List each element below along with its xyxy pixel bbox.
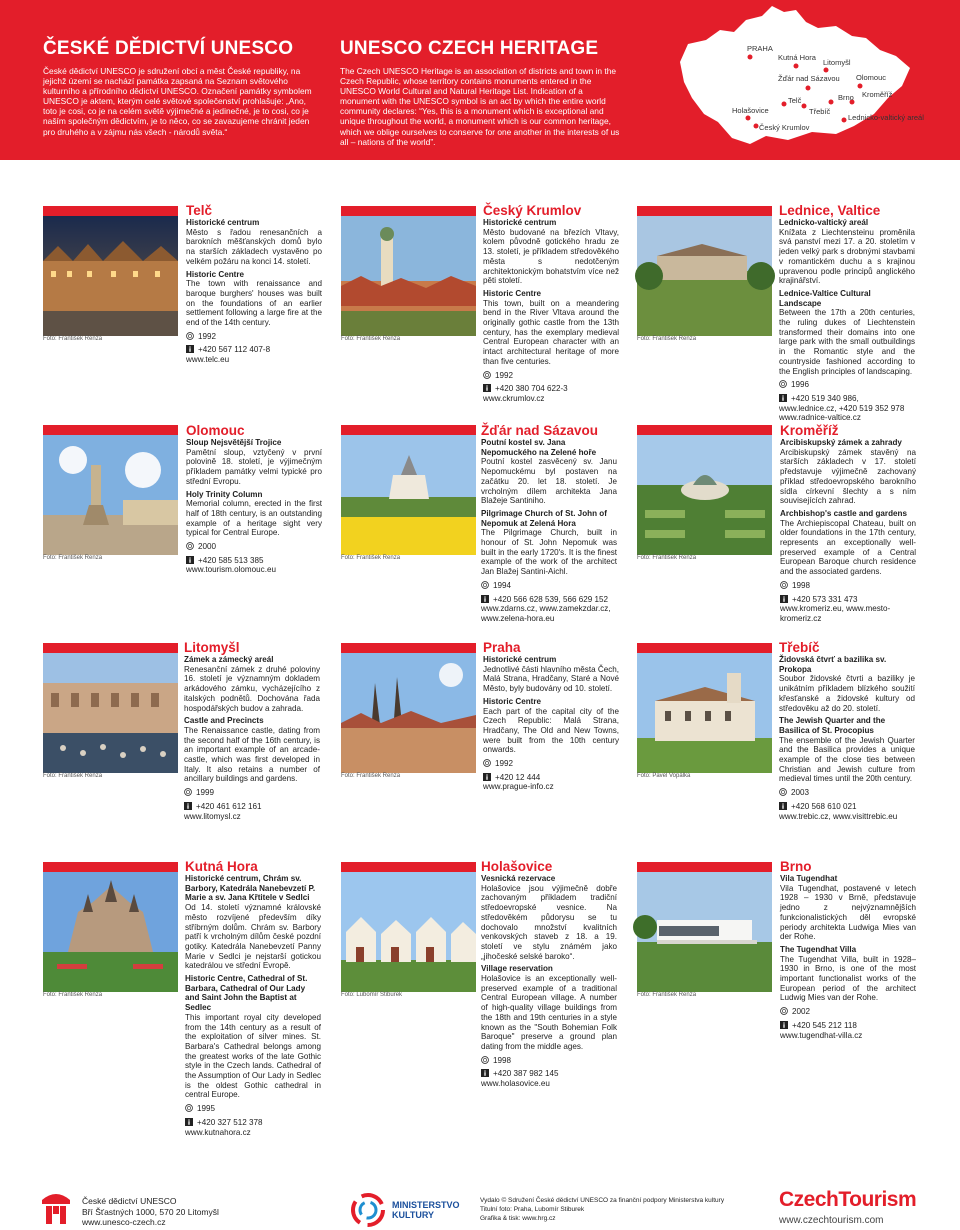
- header-en-column: [340, 38, 620, 147]
- site-cesky-krumlov: [483, 204, 619, 404]
- site-subtitle-en: The Tugendhat Villa: [780, 944, 857, 954]
- photo-kromeriz: [637, 435, 772, 555]
- header-cz-text: České dědictví UNESCO je sdružení obcí a měst České republiky, na jejichž území se nachází památka zapsaná na Seznam světového kulturního a přírodního dědictví UNESCO. Označení památky symbolem UNESCO je aktem, kterým celé světové společenství prohlašuje: „Ano, toto je cosi, co je na celém světě výjimečné a jedinečné, je to cosi, co je naším společným dědictvím, je to něco, co se zavazujeme chránit jeden pro druhého a v zájmu nás všech - národů světa.“: [43, 66, 312, 137]
- photo-credit: Foto: František Renza: [43, 992, 103, 998]
- info-icon: [481, 1069, 489, 1077]
- site-year: [483, 371, 619, 381]
- site-year-value: 1994: [493, 580, 512, 590]
- site-text-cz: Vila Tugendhat, postavené v letech 1928 – 1930 v Brně, představuje jedno z nejvýznamnějších funkcionalistických děl evropské periody architekta Ludwiga Mies van der Rohe.: [780, 883, 916, 942]
- site-subtitle-en: Archbishop's castle and gardens: [780, 508, 907, 518]
- site-subtitle-en: Lednice-Valtice Cultural Landscape: [779, 288, 871, 308]
- site-year: [184, 788, 320, 798]
- site-zdar-nad-sazavou: [481, 424, 617, 624]
- site-title: Český Krumlov: [483, 203, 582, 218]
- unesco-icon: [186, 332, 194, 340]
- site-text-en: Each part of the capital city of the Czech Republic: Malá Strana, Hradčany, The Old and New Towns, were built from the 10th century onwards.: [483, 706, 619, 755]
- ministry-line2: KULTURY: [392, 1210, 434, 1220]
- photo-litomysl: [43, 653, 178, 773]
- info-icon: [779, 802, 787, 810]
- site-title: Kutná Hora: [185, 859, 258, 874]
- site-title: Praha: [483, 640, 521, 655]
- photo-zdar: [341, 435, 476, 555]
- photo-credit: Foto: František Renza: [637, 336, 697, 342]
- photo-credit: Foto: František Renza: [637, 555, 697, 561]
- site-text-cz: Město s řadou renesančních a barokních měšťanských domů bylo na starších základech vystavěno po velkém požáru na konci 14. století.: [186, 227, 322, 266]
- org-contact: [82, 1196, 219, 1228]
- site-contact: [780, 595, 916, 605]
- site-phone: +420 380 704 622-3: [495, 384, 568, 394]
- photo-band: [341, 643, 476, 653]
- photo-credit: Foto: Lubomír Stiburek: [341, 992, 403, 998]
- unesco-heritage-logo: [40, 1190, 72, 1224]
- site-web[interactable]: www.ckrumlov.cz: [483, 393, 545, 403]
- title-photo-credit: Titulní foto: Praha, Lubomír Stiburek: [480, 1206, 585, 1213]
- unesco-icon: [184, 788, 192, 796]
- unesco-icon: [483, 371, 491, 379]
- site-holasovice: [481, 860, 617, 1089]
- graphics-credit: Grafika & tisk: www.hrg.cz: [480, 1215, 556, 1222]
- site-year-value: 1992: [495, 759, 514, 769]
- site-phone: +420 568 610 021: [791, 801, 857, 811]
- site-subtitle-en: The Jewish Quarter and the Basilica of St. Procopius: [779, 716, 886, 735]
- photo-band: [637, 206, 772, 216]
- photo-band: [637, 425, 772, 435]
- unesco-icon: [779, 380, 787, 388]
- map-city: PRAHA: [747, 44, 773, 53]
- site-subtitle-cz: Arcibiskupský zámek a zahrady: [780, 438, 902, 447]
- site-web[interactable]: www.prague-info.cz: [483, 782, 554, 792]
- site-web[interactable]: www.holasovice.eu: [481, 1079, 550, 1089]
- site-title: Třebíč: [779, 640, 820, 655]
- site-year: [780, 581, 916, 591]
- site-subtitle-en: Holy Trinity Column: [186, 489, 263, 499]
- site-brno: [780, 860, 916, 1040]
- site-text-en: The Pilgrimage Church, built in honour of St. John Nepomuk was built in the early 1720's. It is the finest example of the work of the architect Jan Blažej Santini-Aichl.: [481, 528, 617, 577]
- photo-trebic: [637, 653, 772, 773]
- site-year: [481, 581, 617, 591]
- info-icon: [483, 384, 491, 392]
- site-text-en: The Archiepiscopal Chateau, built on older foundations in the 17th century, represents an exceptionally well-preserved example of a Central European Baroque church residence and the associated gardens.: [780, 518, 916, 577]
- site-year: [779, 788, 915, 798]
- site-year: [185, 1104, 321, 1114]
- header-cz-column: [43, 38, 321, 137]
- site-title: Litomyšl: [184, 640, 240, 655]
- site-contact: [186, 556, 322, 566]
- photo-credit: Foto: František Renza: [341, 555, 401, 561]
- photo-band: [637, 643, 772, 653]
- site-text-cz: Renesanční zámek z druhé poloviny 16. století je významným dokladem arkádového zámku, vycházejícího z italských podnětů. Dochována řada hospodářských budov a zahrada.: [184, 664, 320, 713]
- map-city: Brno: [838, 93, 854, 102]
- site-text-en: This important royal city developed from the 14th century as a result of the exploitation of silver mines. St. Barbara's Cathedral belongs among the greatest works of the late Gothic style in the Czech lands. Cathedral of the Assumption of Our Lady in Sedlec is the oldest Gothic cathedral in central Europe.: [185, 1012, 321, 1100]
- map-city: Český Krumlov: [759, 123, 810, 132]
- site-text-en: The Renaissance castle, dating from the second half of the 16th century, is an important example of an arcade-castle, which was first developed in Italy. It also retains a number of ancillary buildings and gardens.: [184, 725, 320, 784]
- site-subtitle-en: Village reservation: [481, 964, 553, 974]
- header-en-text: The Czech UNESCO Heritage is an association of districts and town in the Czech Republic, whose territory contains monuments entered in the UNESCO World Cultural and Natural Heritage List. Indication of a monument with the UNESCO symbol is an act by which the entire world community declares: “Yes, this is a monument which is exceptional and unique throughout the world, a monument which is our common heritage, which we oblige ourselves to conserve for one another in the interests of us all – nations of the world”.: [340, 66, 620, 147]
- info-icon: [779, 394, 787, 402]
- site-text-cz: Poutní kostel zasvěcený sv. Janu Nepomuckému byl postaven na začátku 20. let 18. století. Je vrcholným dílem architekta Jana Blažeje Santiniho.: [481, 457, 617, 506]
- photo-band: [637, 862, 772, 872]
- map-city: Telč: [788, 96, 802, 105]
- site-contact: [186, 345, 322, 355]
- site-contact: [483, 384, 619, 394]
- info-icon: [780, 595, 788, 603]
- site-kutna-hora: [185, 860, 321, 1137]
- photo-credit: Foto: František Renza: [341, 336, 401, 342]
- site-web[interactable]: www.telc.eu: [186, 355, 230, 365]
- site-text-en: The Tugendhat Villa, built in 1928–1930 in Brno, is one of the most important functionalist works of the European period of the architect Ludwig Mies van der Rohe.: [780, 954, 916, 1003]
- photo-credit: Foto: František Renza: [637, 992, 697, 998]
- site-subtitle-cz: Historické centrum: [186, 218, 260, 227]
- site-text-cz: Pamětní sloup, vztyčený v první polovině 18. století, je výjimečným příkladem památky velmi typické pro střední Evropu.: [186, 447, 322, 486]
- site-year-value: 1996: [791, 380, 810, 390]
- site-telc: [186, 204, 322, 365]
- site-contact: [481, 595, 617, 605]
- header-cz-title: ČESKÉ DĚDICTVÍ UNESCO: [43, 38, 294, 59]
- map-city: Litomyšl: [823, 58, 851, 67]
- site-text-en: Between the 17th a 20th centuries, the ruling dukes of Liechtenstein transformed their domains into one large park with the small outbuildings in the Romantic style and the countryside fashioned according to the English principles of landscaping.: [779, 308, 915, 376]
- unesco-icon: [481, 1056, 489, 1064]
- photo-cesky-krumlov: [341, 216, 476, 336]
- header-en-title: UNESCO CZECH HERITAGE: [340, 38, 599, 59]
- org-web[interactable]: www.unesco-czech.cz: [82, 1217, 166, 1227]
- site-year-value: 1998: [792, 580, 811, 590]
- unesco-icon: [483, 759, 491, 767]
- site-subtitle-en: Historic Centre: [483, 696, 542, 706]
- map-city: Třebíč: [809, 107, 831, 116]
- org-address: Bří Šťastných 1000, 570 20 Litomyšl: [82, 1206, 219, 1217]
- site-year: [481, 1056, 617, 1066]
- unesco-icon: [481, 581, 489, 589]
- site-year: [780, 1007, 916, 1017]
- info-icon: [184, 802, 192, 810]
- site-text-cz: Soubor židovské čtvrti a baziliky je unikátním příkladem blízkého soužití křesťanské a židovské kultury od středověku až do 20. století.: [779, 674, 915, 713]
- site-year-value: 1995: [197, 1104, 216, 1114]
- unesco-icon: [779, 788, 787, 796]
- site-litomysl: [184, 641, 320, 821]
- site-phone: +420 566 628 539, 566 629 152: [493, 594, 608, 604]
- unesco-icon: [185, 1104, 193, 1112]
- site-subtitle-cz: Historické centrum, Chrám sv. Barbory, Katedrála Nanebevzetí P. Marie a sv. Jana Křtitele v Sedlci: [185, 874, 316, 903]
- photo-band: [43, 206, 178, 216]
- footer: [0, 1186, 960, 1230]
- site-text-en: The ensemble of the Jewish Quarter and the Basilica provides a unique example of the close ties between Christian and Jewish culture from medieval times until the 20th century.: [779, 735, 915, 784]
- site-web[interactable]: www.radnice-valtice.cz: [779, 413, 861, 423]
- site-subtitle-cz: Vesnická rezervace: [481, 874, 556, 883]
- site-year-value: 2002: [792, 1007, 811, 1017]
- site-contact: [481, 1069, 617, 1079]
- photo-brno: [637, 872, 772, 992]
- site-year-value: 2000: [198, 542, 217, 552]
- info-icon: [483, 773, 491, 781]
- site-year: [483, 759, 619, 769]
- info-icon: [780, 1021, 788, 1029]
- site-year-value: 1992: [495, 370, 514, 380]
- info-icon: [481, 595, 489, 603]
- site-subtitle-en: Historic Centre: [186, 269, 245, 279]
- site-web[interactable]: www.kutnahora.cz: [185, 1127, 251, 1137]
- site-web[interactable]: www.tourism.olomouc.eu: [186, 565, 276, 575]
- site-text-cz: Od 14. století významné královské město rozvíjené především díky stříbrným dolům. Chrám sv. Barbory patří k vrcholným dílům české pozdní gotiky. Katedrála Nanebevzetí Panny Marie v Sedlci je nejstarší gotickou katedrálou ve střední Evropě.: [185, 903, 321, 971]
- site-year-value: 1992: [198, 331, 217, 341]
- site-title: Holašovice: [481, 859, 553, 874]
- site-phone: +420 327 512 378: [197, 1117, 263, 1127]
- czechtourism-logo: CzechTourism: [779, 1188, 917, 1211]
- photo-telc: [43, 216, 178, 336]
- publisher-note: Vydalo © Sdružení České dědictví UNESCO za finanční podpory Ministerstva kultury: [480, 1197, 725, 1204]
- photo-credit: Foto: Pavel Vopálka: [637, 773, 691, 779]
- site-subtitle-cz: Poutní kostel sv. Jana Nepomuckého na Zelené hoře: [481, 438, 597, 457]
- site-subtitle-en: Historic Centre: [483, 288, 542, 298]
- ministry-logo: [350, 1192, 386, 1228]
- site-title: Žďár nad Sázavou: [481, 423, 598, 438]
- site-contact: [779, 394, 915, 413]
- site-olomouc: [186, 424, 322, 575]
- info-icon: [186, 556, 194, 564]
- site-web[interactable]: www.zdarns.cz, www.zamekzdar.cz, www.zelena-hora.eu: [481, 604, 611, 623]
- site-web[interactable]: www.kromeriz.eu, www.mesto-kromeriz.cz: [780, 604, 891, 623]
- site-phone: +420 573 331 473: [792, 594, 858, 604]
- map-city: Lednicko-valtický areál: [848, 113, 924, 122]
- site-phone: +420 567 112 407-8: [198, 345, 271, 355]
- photo-lednice: [637, 216, 772, 336]
- photo-band: [341, 862, 476, 872]
- map-city: Olomouc: [856, 73, 887, 82]
- site-lednice-valtice: [779, 204, 915, 423]
- photo-band: [43, 643, 178, 653]
- site-title: Telč: [186, 203, 213, 218]
- site-subtitle-cz: Židovská čtvrť a bazilika sv. Prokopa: [779, 655, 887, 674]
- site-text-en: The town with renaissance and baroque burghers' houses was built on the foundations of an earlier settlement following a large fire at the end of the 14th century.: [186, 279, 322, 328]
- photo-olomouc: [43, 435, 178, 555]
- site-subtitle-en: Castle and Precincts: [184, 716, 264, 726]
- site-text-en: Memorial column, erected in the first half of 18th century, is an outstanding example of a heritage sight very typical for Central Europe.: [186, 499, 322, 538]
- site-title: Kroměříž: [780, 423, 839, 438]
- site-title: Lednice, Valtice: [779, 203, 881, 218]
- site-phone: +420 12 444: [495, 772, 541, 782]
- site-phone: +420 585 513 385: [198, 555, 264, 565]
- site-title: Olomouc: [186, 423, 245, 438]
- org-name: České dědictví UNESCO: [82, 1196, 177, 1206]
- credits: [480, 1196, 724, 1223]
- site-contact: [184, 802, 320, 812]
- site-year: [779, 380, 915, 390]
- ministry-name: [392, 1200, 460, 1220]
- site-subtitle-cz: Lednicko-valtický areál: [779, 218, 869, 227]
- info-icon: [186, 345, 194, 353]
- site-subtitle-cz: Zámek a zámecký areál: [184, 655, 274, 664]
- site-year-value: 2003: [791, 788, 810, 798]
- photo-band: [341, 206, 476, 216]
- site-web[interactable]: www.tugendhat-villa.cz: [780, 1030, 863, 1040]
- site-subtitle-en: Pilgrimage Church of St. John of Nepomuk at Zelená Hora: [481, 508, 607, 528]
- site-text-cz: Holašovice jsou výjimečně dobře zachovaným příkladem tradiční středoevropské vesnice. Na středověkém půdorysu se tu dochovalo množství kvalitních venkovských staveb z 18. a 19. století ve stylu známém jako „jihočeské selské baroko“.: [481, 883, 617, 961]
- ministry-line1: MINISTERSTVO: [392, 1200, 460, 1210]
- site-year: [186, 332, 322, 342]
- map-city: Žďár nad Sázavou: [778, 74, 840, 83]
- site-contact: [185, 1118, 321, 1128]
- header-banner: [0, 0, 960, 160]
- photo-holasovice: [341, 872, 476, 992]
- site-phone: +420 387 982 145: [493, 1069, 559, 1079]
- czechtourism-web[interactable]: www.czechtourism.com: [779, 1215, 884, 1226]
- site-text-cz: Arcibiskupský zámek stavěný na starších základech v 17. století představuje výjimečně zachovaný příklad středoevropského barokního sídla církevní šlechty a s ním souvisejících zahrad.: [780, 447, 916, 506]
- site-phone: +420 461 612 161: [196, 801, 262, 811]
- site-text-en: Holašovice is an exceptionally well-preserved example of a traditional Central European village. A number of high-quality village buildings from the 18th and 19th centuries in a style known as the "South Bohemian Folk Baroque" preserve a ground plan dating from the middle ages.: [481, 974, 617, 1051]
- site-web[interactable]: www.litomysl.cz: [184, 811, 241, 821]
- map-city: Kutná Hora: [778, 53, 816, 62]
- photo-credit: Foto: František Renza: [43, 336, 103, 342]
- site-contact: [779, 802, 915, 812]
- site-subtitle-cz: Historické centrum: [483, 655, 557, 664]
- site-text-en: This town, built on a meandering bend in the River Vltava around the originally gothic castle from the 13th century, has the exemplary medieval Central European character with an intact architectural heritage of more than five centuries.: [483, 298, 619, 366]
- photo-kutna-hora: [43, 872, 178, 992]
- site-praha: [483, 641, 619, 792]
- photo-band: [43, 862, 178, 872]
- site-trebic: [779, 641, 915, 821]
- site-title: Brno: [780, 859, 812, 874]
- site-subtitle-cz: Sloup Nejsvětější Trojice: [186, 438, 282, 447]
- site-contact: [483, 773, 619, 783]
- info-icon: [185, 1118, 193, 1126]
- site-year-value: 1998: [493, 1055, 512, 1065]
- unesco-icon: [780, 1007, 788, 1015]
- site-subtitle-en: Historic Centre, Cathedral of St. Barbara, Cathedral of Our Lady and Saint John the Baptist at Sedlec: [185, 974, 308, 1013]
- unesco-icon: [186, 542, 194, 550]
- site-web[interactable]: www.trebic.cz, www.visittrebic.eu: [779, 811, 898, 821]
- unesco-icon: [780, 581, 788, 589]
- site-year: [186, 542, 322, 552]
- site-contact: [780, 1021, 916, 1031]
- site-year-value: 1999: [196, 788, 215, 798]
- photo-credit: Foto: František Renza: [43, 773, 103, 779]
- site-phone: +420 545 212 118: [792, 1020, 857, 1030]
- photo-praha: [341, 653, 476, 773]
- site-phone: +420 519 340 986, www.lednice.cz, +420 519 352 978: [779, 393, 905, 413]
- photo-credit: Foto: František Renza: [341, 773, 401, 779]
- site-kromeriz: [780, 424, 916, 624]
- map-city: Holašovice: [732, 106, 769, 115]
- site-text-cz: Město budované na březích Vltavy, kolem původně gotického hradu ze 13. století, je příkladem středověkého města s nedotčeným architektonickým bohatstvím více než pěti století.: [483, 227, 619, 286]
- site-subtitle-cz: Historické centrum: [483, 218, 557, 227]
- czech-map: [676, 2, 924, 152]
- photo-credit: Foto: František Renza: [43, 555, 103, 561]
- site-subtitle-cz: Vila Tugendhat: [780, 874, 838, 883]
- photo-band: [43, 425, 178, 435]
- map-city: Kroměříž: [862, 90, 893, 99]
- site-text-cz: Jednotlivé části hlavního města Čech, Malá Strana, Hradčany, Staré a Nové Město, byly budovány od 10. století.: [483, 664, 619, 694]
- site-text-cz: Knížata z Liechtensteinu proměnila svá panství mezi 17. a 20. stoletím v jeden velký park s drobnými stavbami v romantickém duchu a s krajinou upravenou podle principů anglického krajinářství.: [779, 227, 915, 286]
- photo-band: [341, 425, 476, 435]
